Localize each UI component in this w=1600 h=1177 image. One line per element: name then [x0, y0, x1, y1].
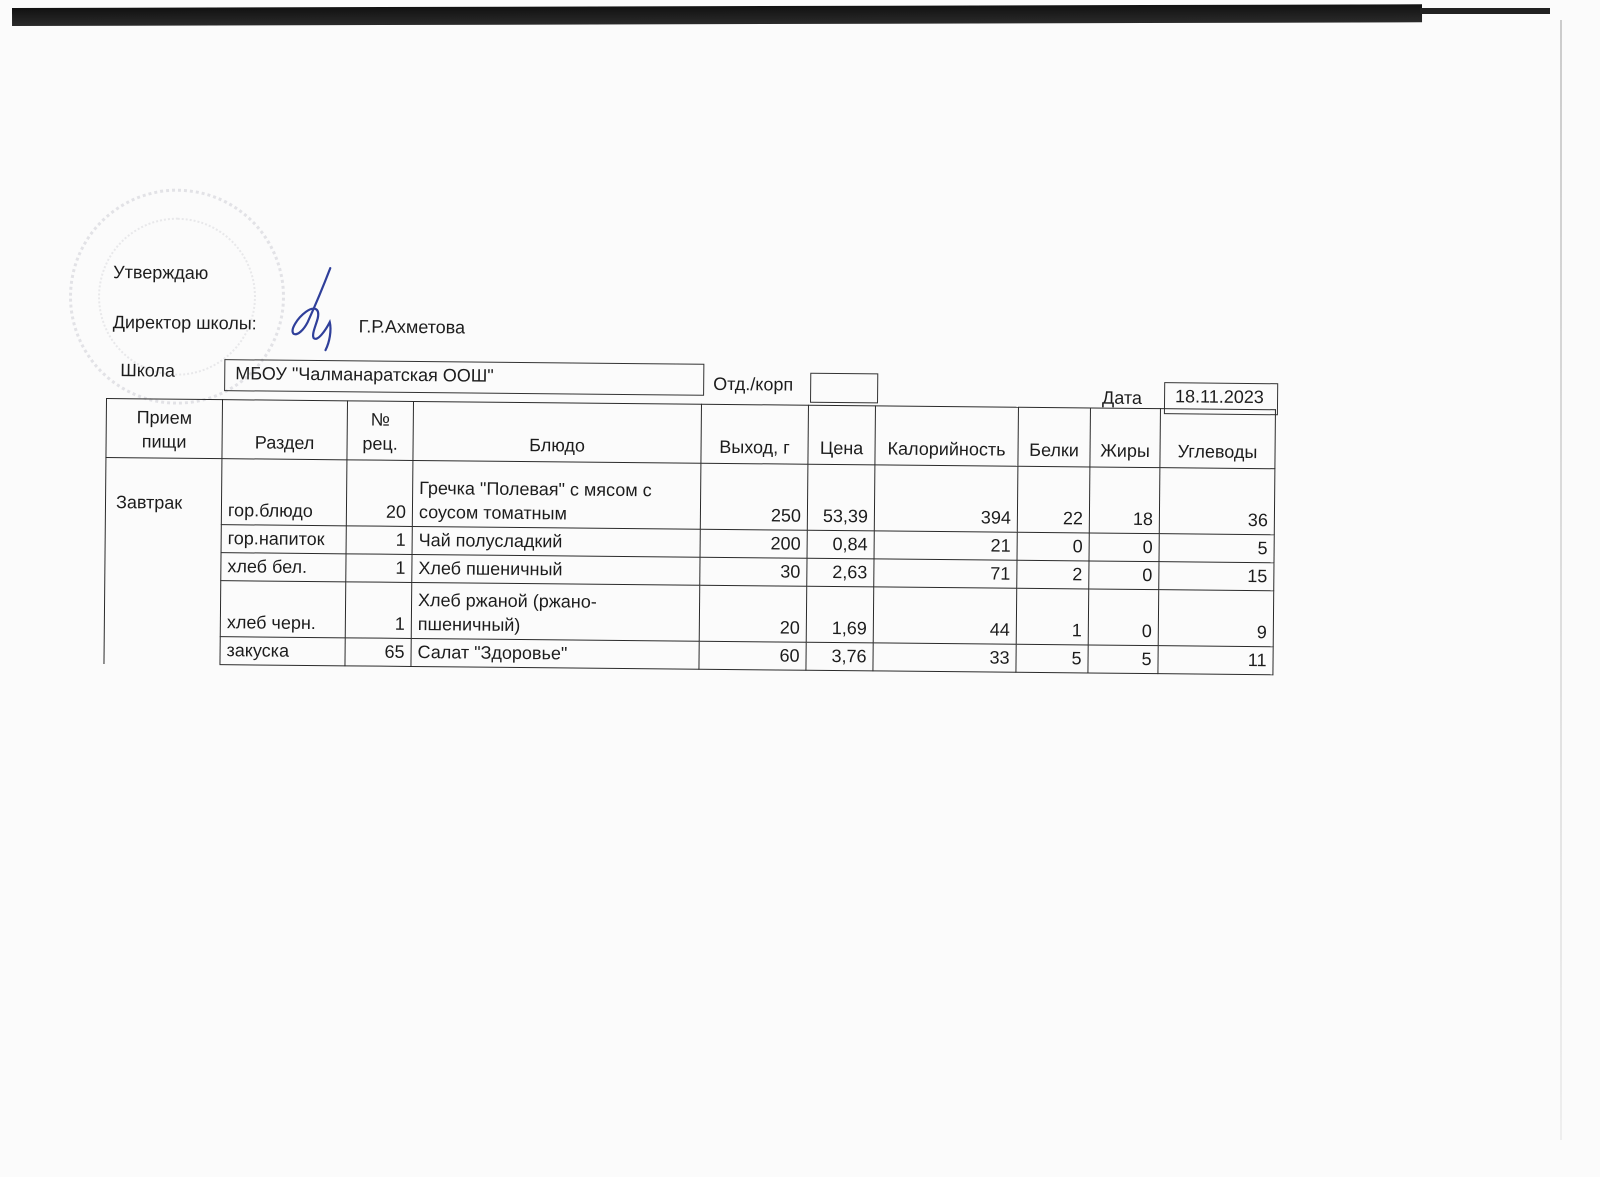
fat-cell: 0: [1089, 561, 1159, 590]
menu-table: [103, 398, 1275, 675]
col-dish: Блюдо: [413, 401, 702, 463]
section-cell: гор.блюдо: [221, 459, 347, 526]
col-yield: Выход, г: [701, 404, 809, 464]
carbs-cell: 9: [1158, 590, 1274, 647]
calories-cell: 44: [873, 587, 1017, 644]
fat-cell: 18: [1089, 467, 1160, 534]
dish-cell: Хлеб ржаной (ржано-пшеничный): [411, 582, 700, 641]
col-section: Раздел: [222, 400, 348, 460]
dish-cell: Гречка "Полевая" с мясом с соусом томатным: [412, 460, 701, 529]
recipe-cell: 1: [345, 582, 412, 639]
price-cell: 53,39: [807, 464, 875, 531]
col-price: Цена: [808, 405, 876, 465]
school-name-field: МБОУ "Чалманаратская ООШ": [224, 359, 704, 396]
school-label: Школа: [120, 360, 176, 381]
table-row: [105, 458, 1275, 535]
section-cell: закуска: [220, 637, 345, 666]
calories-cell: 394: [874, 465, 1018, 532]
yield-cell: 60: [699, 641, 806, 670]
protein-cell: 22: [1017, 466, 1090, 533]
price-cell: 0,84: [807, 530, 874, 559]
carbs-cell: 11: [1158, 646, 1273, 675]
section-cell: хлеб бел.: [221, 553, 346, 582]
recipe-cell: 1: [346, 554, 412, 583]
col-fat: Жиры: [1090, 408, 1161, 468]
calories-cell: 71: [874, 559, 1017, 588]
fat-cell: 5: [1088, 645, 1158, 674]
price-cell: 2,63: [807, 558, 874, 587]
col-calories: Калорийность: [875, 406, 1019, 466]
col-protein: Белки: [1018, 407, 1091, 467]
carbs-cell: 36: [1159, 468, 1275, 535]
recipe-cell: 1: [346, 526, 412, 555]
price-cell: 3,76: [806, 642, 873, 671]
section-cell: хлеб черн.: [220, 581, 346, 638]
protein-cell: 5: [1016, 644, 1088, 673]
calories-cell: 33: [873, 643, 1016, 672]
price-cell: 1,69: [806, 586, 874, 643]
fat-cell: 0: [1088, 589, 1159, 646]
col-recipe-no: № рец.: [347, 401, 414, 461]
protein-cell: 2: [1017, 560, 1089, 589]
director-name: Г.Р.Ахметова: [358, 316, 466, 338]
table-header-row: [106, 399, 1276, 469]
col-carbs: Углеводы: [1160, 409, 1276, 469]
recipe-cell: 65: [345, 638, 411, 667]
carbs-cell: 15: [1159, 562, 1274, 591]
yield-cell: 30: [700, 557, 807, 586]
date-field: 18.11.2023: [1164, 382, 1278, 415]
director-label: Директор школы:: [112, 312, 257, 334]
dept-field: [810, 373, 878, 404]
approve-label: Утверждаю: [113, 262, 209, 283]
dish-cell: Салат "Здоровье": [411, 638, 699, 669]
meal-cell: Завтрак: [104, 458, 222, 665]
dish-cell: Хлеб пшеничный: [412, 554, 700, 585]
yield-cell: 20: [699, 585, 807, 642]
recipe-cell: 20: [346, 460, 413, 527]
fat-cell: 0: [1089, 533, 1159, 562]
carbs-cell: 5: [1159, 534, 1274, 563]
yield-cell: 250: [700, 463, 808, 530]
yield-cell: 200: [700, 529, 807, 558]
signature-icon: [285, 264, 356, 355]
protein-cell: 0: [1017, 532, 1089, 561]
date-label: Дата: [1101, 387, 1143, 408]
dish-cell: Чай полусладкий: [412, 526, 700, 557]
dept-label: Отд./корп: [713, 373, 794, 395]
section-cell: гор.напиток: [221, 525, 346, 554]
col-meal: Прием пищи: [106, 399, 223, 459]
protein-cell: 1: [1016, 588, 1089, 645]
calories-cell: 21: [874, 531, 1017, 560]
